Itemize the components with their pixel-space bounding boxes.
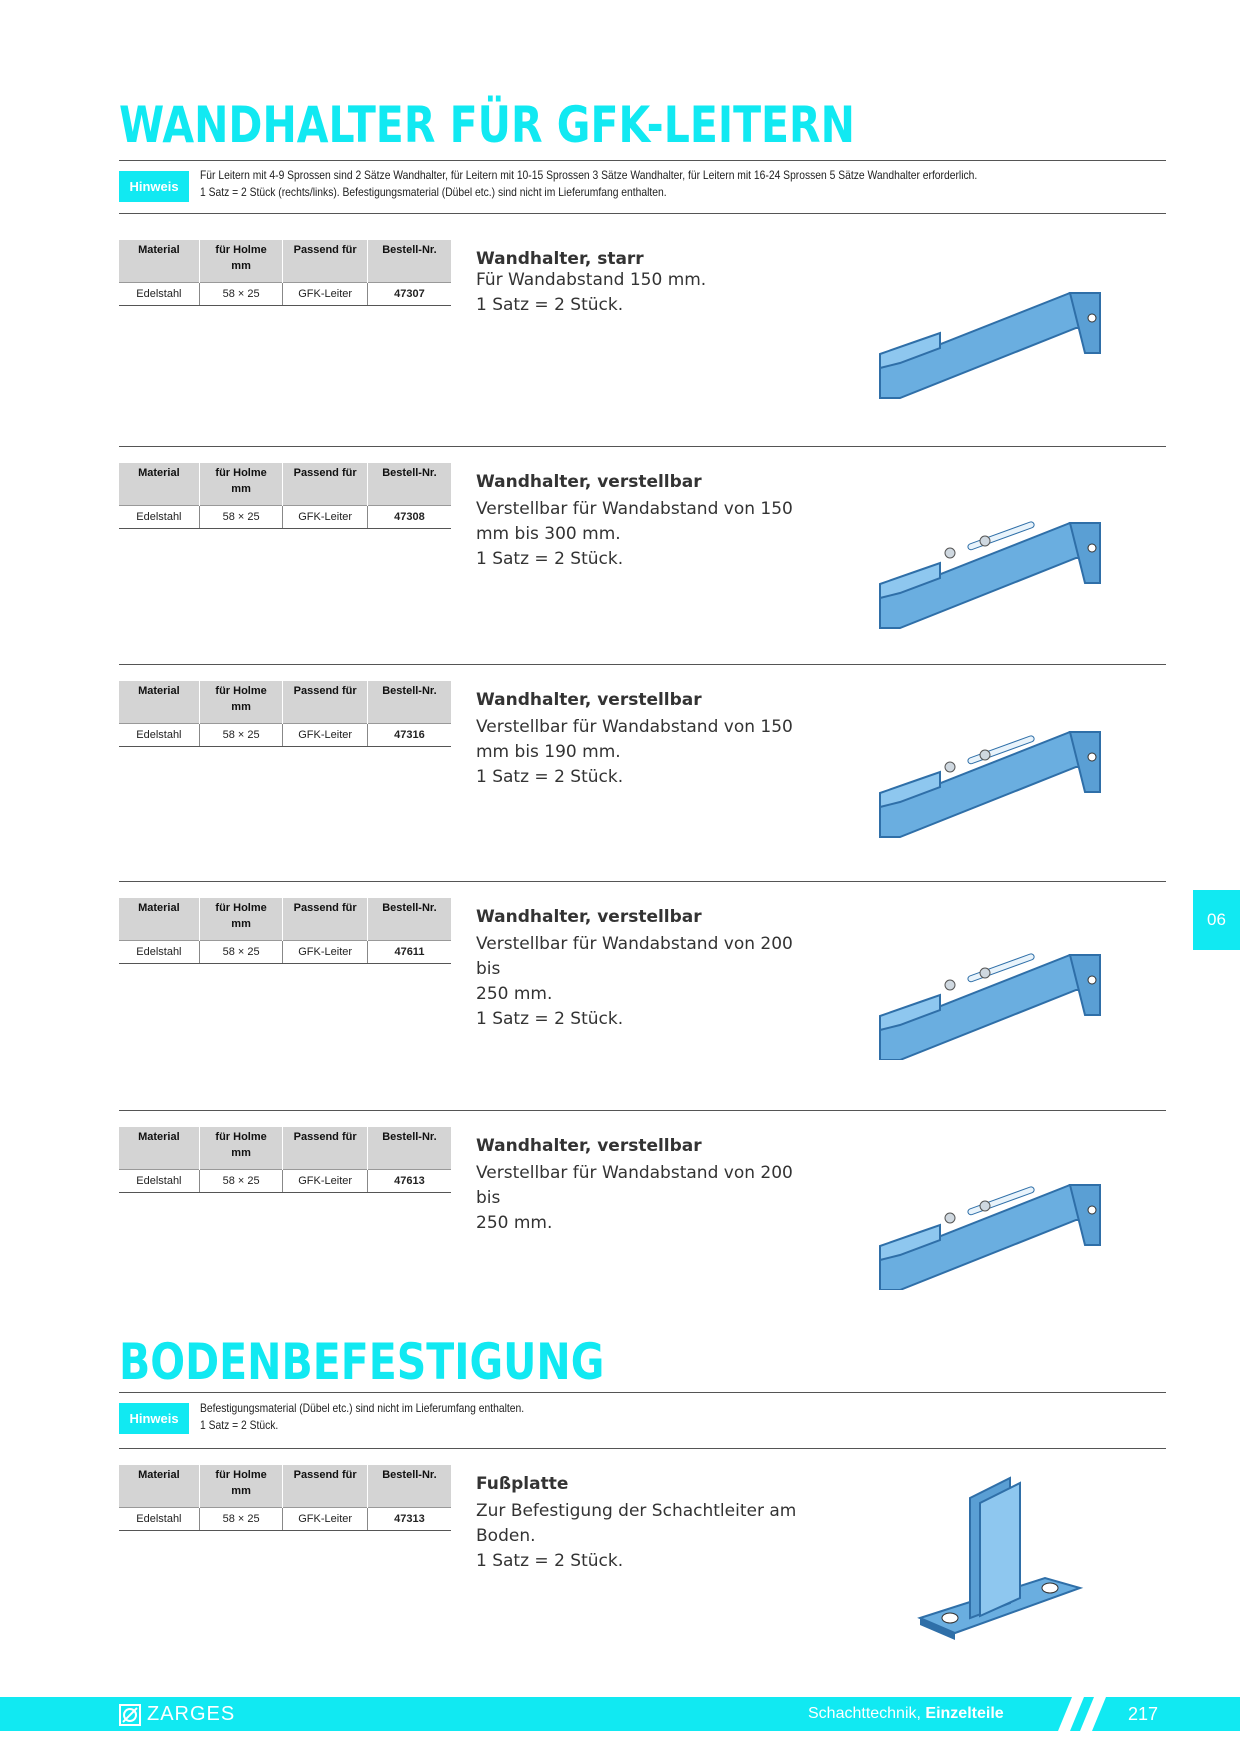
wall-bracket-adjustable-long-icon [870,483,1130,633]
col-passend: Passend für [283,463,367,506]
col-holme [199,1465,283,1508]
col-holme-line1: für Holme [215,685,267,697]
footer-category [808,1705,1004,1723]
table-row [119,724,451,747]
description-line: Zur Befestigung der Schachtleiter am [476,1501,797,1521]
table-row [119,283,451,306]
spec-table [119,681,451,747]
description-line: Verstellbar für Wandabstand von 200 bis [476,934,793,979]
table-row [119,1508,451,1531]
cell-material: Edelstahl [119,1170,199,1193]
table-row [119,1170,451,1193]
description-line: mm bis 190 mm. [476,742,621,762]
brand-logo [119,1703,235,1726]
col-bestell: Bestell-Nr. [367,681,451,724]
description-line: 1 Satz = 2 Stück. [476,1009,624,1029]
divider [119,1110,1166,1111]
product-description [476,268,806,318]
product-description [476,715,806,790]
product-description [476,932,806,1032]
spec-header-row [119,240,451,283]
col-material: Material [119,898,199,941]
table-row [119,506,451,529]
col-holme-line1: für Holme [215,1131,267,1143]
cell-holme: 58 × 25 [199,1508,283,1531]
hinweis-note [200,1400,524,1434]
col-material: Material [119,681,199,724]
cell-bestell: 47307 [367,283,451,306]
col-passend: Passend für [283,898,367,941]
product-title: Wandhalter, verstellbar [476,1136,702,1156]
hinweis-badge: Hinweis [119,171,189,202]
col-material: Material [119,463,199,506]
product-description [476,1499,806,1574]
description-line: 1 Satz = 2 Stück. [476,549,624,569]
col-bestell: Bestell-Nr. [367,898,451,941]
note-line: Befestigungsmaterial (Dübel etc.) sind nicht im Lieferumfang enthalten. [200,1401,525,1415]
col-bestell: Bestell-Nr. [367,1127,451,1170]
hinweis-note [200,167,977,201]
description-line: Boden. [476,1526,536,1546]
product-title: Fußplatte [476,1474,569,1494]
description-line: Verstellbar für Wandabstand von 150 [476,499,793,519]
chapter-tab[interactable]: 06 [1193,890,1240,950]
spec-table [119,1465,451,1531]
spec-header-row [119,463,451,506]
product-title: Wandhalter, verstellbar [476,907,702,927]
wall-bracket-adjustable-icon [870,1140,1130,1290]
description-line: Verstellbar für Wandabstand von 150 [476,717,793,737]
product-description [476,497,806,572]
table-row [119,941,451,964]
cell-passend: GFK-Leiter [283,1170,367,1193]
note-line: Für Leitern mit 4-9 Sprossen sind 2 Sätze Wandhalter, für Leitern mit 10-15 Sprossen 3 Sätze Wandhalter, für Leitern mit 16-24 Sprossen 5 Sätze Wandhalter erforderlich. [200,168,978,182]
description-line: 250 mm. [476,1213,553,1233]
cell-passend: GFK-Leiter [283,283,367,306]
description-line: mm bis 300 mm. [476,524,621,544]
divider [119,1392,1166,1393]
cell-bestell: 47611 [367,941,451,964]
description-line: 1 Satz = 2 Stück. [476,1551,624,1571]
col-holme-line2: mm [231,918,251,930]
spec-table [119,1127,451,1193]
divider [119,664,1166,665]
col-holme [199,681,283,724]
col-holme [199,463,283,506]
zarges-logo-icon [119,1704,141,1726]
footer-category-text: Schachttechnik, [808,1705,926,1722]
description-line: Verstellbar für Wandabstand von 200 bis [476,1163,793,1208]
product-title: Wandhalter, verstellbar [476,690,702,710]
cell-bestell: 47313 [367,1508,451,1531]
col-material: Material [119,240,199,283]
divider [119,213,1166,214]
cell-material: Edelstahl [119,283,199,306]
brand-name: ZARGES [147,1703,236,1725]
spec-header-row [119,1465,451,1508]
col-holme-line2: mm [231,701,251,713]
wall-bracket-adjustable-short-icon [870,692,1130,842]
wall-bracket-adjustable-icon [870,910,1130,1060]
col-bestell: Bestell-Nr. [367,463,451,506]
col-bestell: Bestell-Nr. [367,1465,451,1508]
col-holme-line1: für Holme [215,902,267,914]
section-title: WANDHALTER FÜR GFK-LEITERN [119,96,855,154]
cell-passend: GFK-Leiter [283,1508,367,1531]
spec-header-row [119,898,451,941]
cell-passend: GFK-Leiter [283,506,367,529]
section-title: BODENBEFESTIGUNG [119,1333,605,1391]
col-holme-line2: mm [231,260,251,272]
product-description [476,1161,806,1236]
divider [119,1448,1166,1449]
footer-slash-icon [1058,1697,1118,1731]
divider [119,446,1166,447]
cell-holme: 58 × 25 [199,941,283,964]
col-material: Material [119,1127,199,1170]
col-holme [199,898,283,941]
hinweis-badge: Hinweis [119,1403,189,1434]
spec-table [119,240,451,306]
spec-table [119,463,451,529]
cell-bestell: 47613 [367,1170,451,1193]
spec-table [119,898,451,964]
divider [119,881,1166,882]
spec-header-row [119,1127,451,1170]
divider [119,160,1166,161]
note-line: 1 Satz = 2 Stück (rechts/links). Befestigungsmaterial (Dübel etc.) sind nicht im Lieferumfang enthalten. [200,185,667,199]
col-holme [199,240,283,283]
col-holme [199,1127,283,1170]
product-title: Wandhalter, starr [476,249,644,269]
cell-bestell: 47308 [367,506,451,529]
col-bestell: Bestell-Nr. [367,240,451,283]
cell-bestell: 47316 [367,724,451,747]
col-passend: Passend für [283,240,367,283]
page-number: 217 [1128,1704,1159,1724]
cell-material: Edelstahl [119,724,199,747]
col-passend: Passend für [283,1465,367,1508]
note-line: 1 Satz = 2 Stück. [200,1418,279,1432]
cell-holme: 58 × 25 [199,506,283,529]
description-line: 1 Satz = 2 Stück. [476,767,624,787]
col-holme-line2: mm [231,1485,251,1497]
description-line: Für Wandabstand 150 mm. [476,270,707,290]
col-holme-line1: für Holme [215,467,267,479]
cell-holme: 58 × 25 [199,283,283,306]
col-passend: Passend für [283,681,367,724]
col-holme-line1: für Holme [215,244,267,256]
foot-plate-icon [915,1468,1095,1658]
col-holme-line2: mm [231,483,251,495]
footer-category-bold: Einzelteile [925,1705,1004,1722]
cell-material: Edelstahl [119,941,199,964]
cell-material: Edelstahl [119,1508,199,1531]
cell-holme: 58 × 25 [199,724,283,747]
cell-passend: GFK-Leiter [283,941,367,964]
description-line: 1 Satz = 2 Stück. [476,295,624,315]
wall-bracket-rigid-icon [870,258,1130,408]
description-line: 250 mm. [476,984,553,1004]
cell-material: Edelstahl [119,506,199,529]
product-title: Wandhalter, verstellbar [476,472,702,492]
col-material: Material [119,1465,199,1508]
spec-header-row [119,681,451,724]
cell-holme: 58 × 25 [199,1170,283,1193]
col-holme-line2: mm [231,1147,251,1159]
col-passend: Passend für [283,1127,367,1170]
col-holme-line1: für Holme [215,1469,267,1481]
footer-bar [0,1697,1240,1731]
cell-passend: GFK-Leiter [283,724,367,747]
